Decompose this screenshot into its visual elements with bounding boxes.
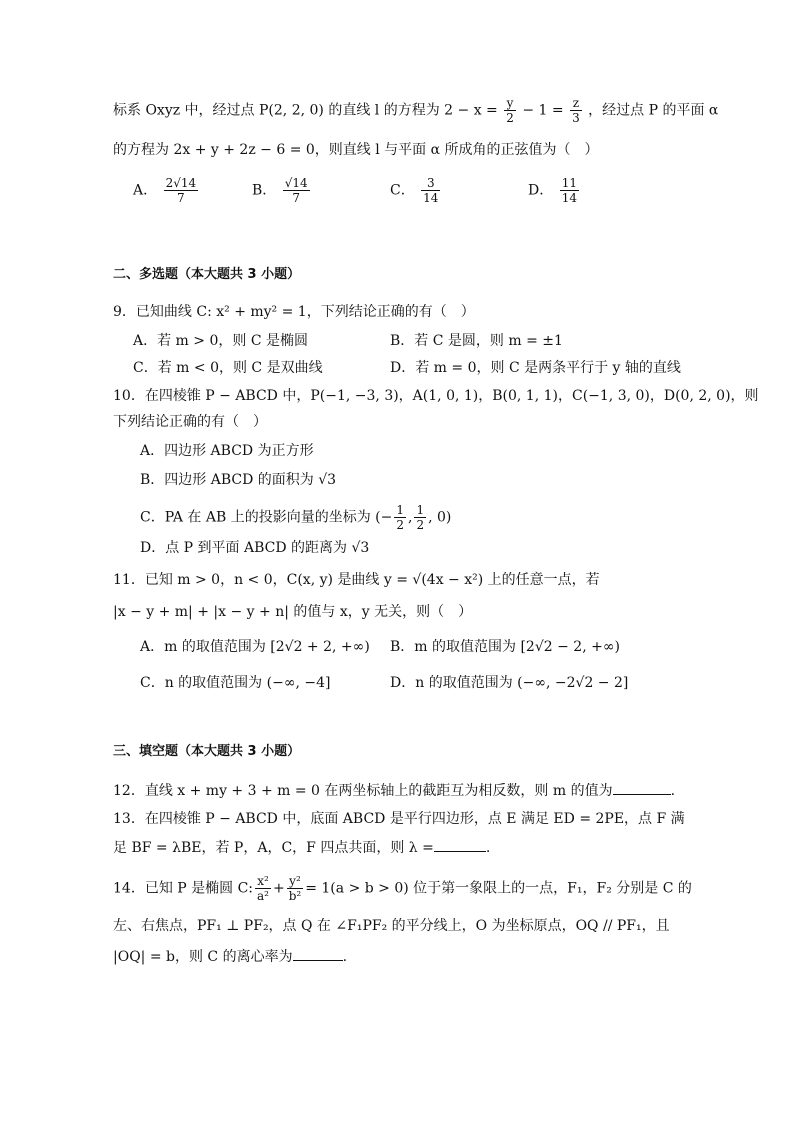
q10-stem-line2: 下列结论正确的有（ ） bbox=[113, 414, 267, 430]
q10-option-c: C．PA 在 AB 上的投影向量的坐标为 (− $\frac{1}{2}$ , $\frac{1}{2}$ , 0) bbox=[140, 503, 452, 532]
q10-option-d: D．点 P 到平面 ABCD 的距离为 √3 bbox=[140, 540, 370, 556]
q9-option-b: B．若 C 是圆，则 m = ±1 bbox=[390, 333, 563, 349]
q10-option-b: B．四边形 ABCD 的面积为 √3 bbox=[140, 472, 337, 488]
q8-text-a: 标系 Oxyz 中，经过点 P(2, 2, 0) 的直线 l 的方程为 2 − x = bbox=[113, 102, 498, 119]
q13-answer-blank[interactable] bbox=[434, 837, 486, 852]
section-title-fill-in: 三、填空题（本大题共 3 小题） bbox=[113, 744, 301, 759]
q13-stem-line1: 13．在四棱锥 P − ABCD 中，底面 ABCD 是平行四边形，点 E 满足 ED = 2PE，点 F 满 bbox=[113, 811, 685, 827]
q8-line1 bbox=[113, 96, 718, 125]
q8-fraction-y: $\frac{y}{2}$ bbox=[506, 96, 514, 125]
q8-text-b: − 1 = bbox=[522, 102, 564, 119]
q11-option-b: B．m 的取值范围为 [2√2 − 2, +∞) bbox=[390, 639, 620, 655]
q8-text-c: ，经过点 P 的平面 α bbox=[588, 102, 719, 119]
q10-stem-line1: 10．在四棱锥 P − ABCD 中，P(−1, −3, 3)，A(1, 0, 1)，B(0, 1, 1)，C(−1, 3, 0)，D(0, 2, 0)，则 bbox=[113, 388, 759, 404]
q12-stem: 12．直线 x + my + 3 + m = 0 在两坐标轴上的截距互为相反数，则 m 的值为 . bbox=[113, 780, 675, 801]
q14-answer-blank[interactable] bbox=[293, 946, 343, 961]
q8-line2: 的方程为 2x + y + 2z − 6 = 0，则直线 l 与平面 α 所成角的正弦值为（ ） bbox=[113, 142, 599, 158]
q14-stem-line2: 左、右焦点，PF₁ ⊥ PF₂，点 Q 在 ∠F₁PF₂ 的平分线上，O 为坐标原点，OQ // PF₁，且 bbox=[113, 918, 670, 934]
q10-option-a: A．四边形 ABCD 为正方形 bbox=[140, 443, 314, 459]
q11-option-a: A．m 的取值范围为 [2√2 + 2, +∞) bbox=[140, 639, 370, 655]
q14-stem-line3: |OQ| = b，则 C 的离心率为 . bbox=[113, 946, 347, 967]
section-title-multiple-choice: 二、多选题（本大题共 3 小题） bbox=[113, 267, 301, 282]
q9-option-a: A．若 m > 0，则 C 是椭圆 bbox=[133, 333, 308, 349]
q12-answer-blank[interactable] bbox=[613, 780, 671, 795]
q8-fraction-z: $\frac{z}{3}$ bbox=[572, 96, 580, 125]
q13-stem-line2: 足 BF = λBE，若 P，A，C，F 四点共面，则 λ = . bbox=[113, 837, 490, 858]
q9-option-d: D．若 m = 0，则 C 是两条平行于 y 轴的直线 bbox=[390, 360, 681, 376]
q8-option-d: D． $\frac{11}{14}$ bbox=[528, 176, 577, 205]
q9-option-c: C．若 m < 0，则 C 是双曲线 bbox=[133, 360, 323, 376]
q9-stem: 9．已知曲线 C: x² + my² = 1，下列结论正确的有（ ） bbox=[113, 304, 475, 320]
q8-option-b: B． $\frac{√14}{7}$ bbox=[252, 176, 308, 205]
q11-stem-line2: |x − y + m| + |x − y + n| 的值与 x，y 无关，则（ ） bbox=[113, 604, 473, 620]
q11-option-d: D．n 的取值范围为 (−∞, −2√2 − 2] bbox=[390, 675, 629, 691]
q11-option-c: C．n 的取值范围为 (−∞, −4] bbox=[140, 675, 331, 691]
q14-stem-line1: 14．已知 P 是椭圆 C: $\frac{\text{x²}}{\text{a²}}$ + $\frac{\text{y²}}{\text{b²}}$ = 1(a > b > 0) 位于第一象限上的一点，F₁，F₂ 分别是 C 的 bbox=[113, 874, 692, 903]
q11-stem-line1: 11．已知 m > 0，n < 0，C(x, y) 是曲线 y = √(4x − x²) 上的任意一点，若 bbox=[113, 572, 600, 588]
q8-option-c: C． $\frac{3}{14}$ bbox=[390, 176, 439, 205]
q8-option-a: A． $\frac{2√14}{7}$ bbox=[133, 176, 197, 205]
